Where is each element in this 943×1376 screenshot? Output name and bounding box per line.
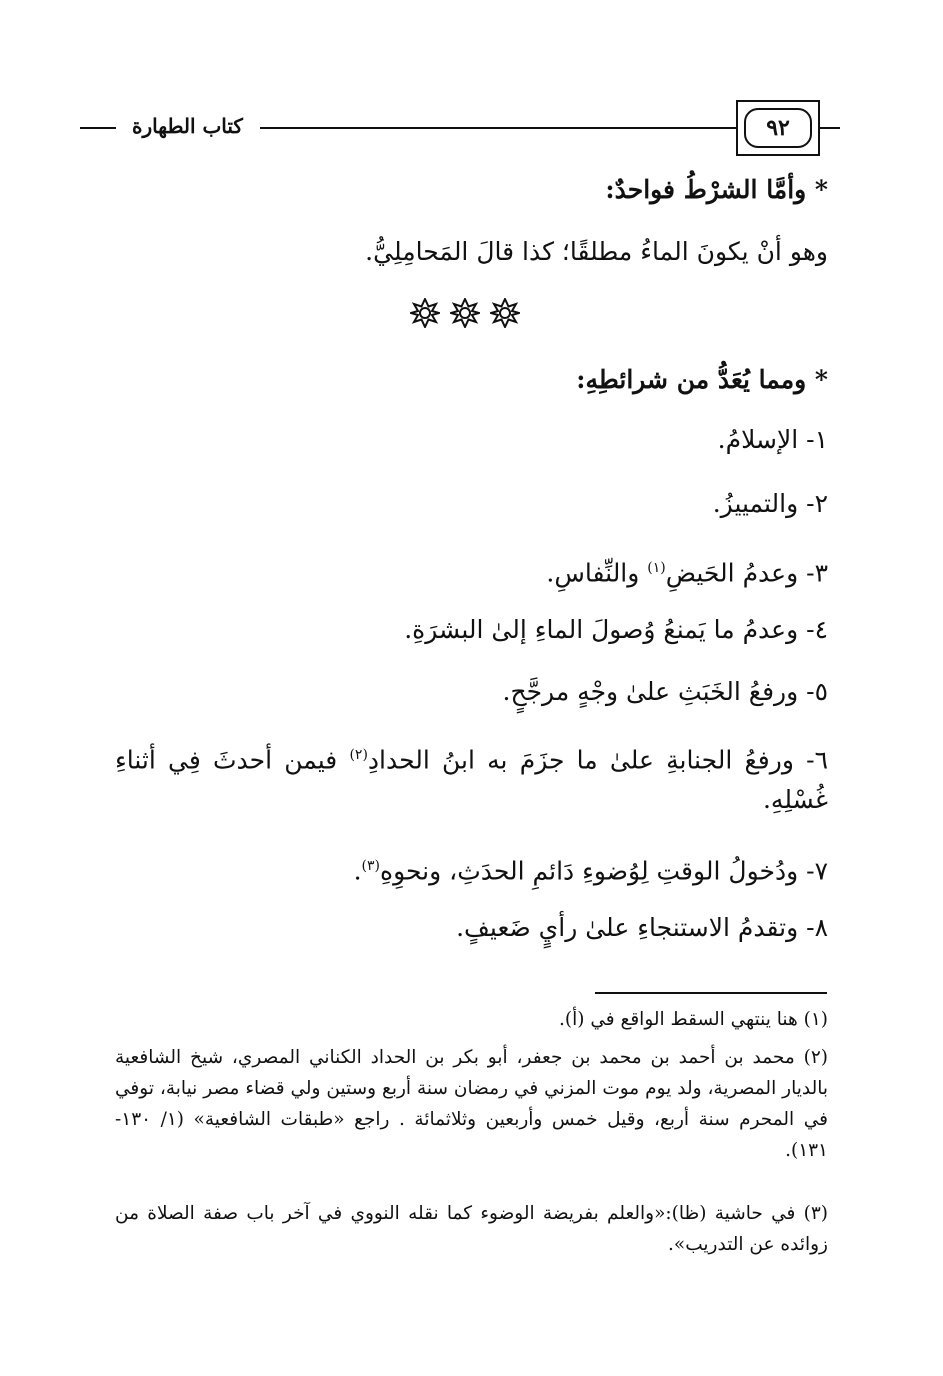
footnote: (٣) في حاشية (ظا):«والعلم بفريضة الوضوء كما نقله النووي في آخر باب صفة الصلاة من زوائده عن التدريب». (115, 1203, 828, 1255)
list-item-text: . (353, 856, 362, 886)
section-heading-condition: * وأمَّا الشرْطُ فواحدٌ: (605, 175, 828, 204)
running-title: كتاب الطهارة (128, 114, 247, 138)
list-item-text: فيمن أحدثَ فِي أثناءِ غُسْلِهِ. (115, 745, 828, 815)
list-item-text: والنِّفاسِ. (546, 558, 648, 588)
footnote: (٢) محمد بن أحمد بن محمد بن جعفر، أبو بكر بن الحداد الكناني المصري، شيخ الشافعية بالديار المصرية، ولد يوم موت المزني في رمضان سنة أربع وستين ولي قضاء مصر نيابة، توفي في المحرم سنة أربع، وقيل خمس وأربعين وثلاثمائة . راجع «طبقات الشافعية» (١/ ١٣٠- ١٣١). (115, 1047, 828, 1161)
ornament-star-icon (410, 298, 440, 328)
header-rule-left (80, 127, 116, 129)
footnote-ref: (٣) (361, 858, 380, 874)
footnote-separator (595, 992, 827, 994)
paragraph-condition: وهو أنْ يكونَ الماءُ مطلقًا؛ كذا قالَ المَحامِلِيُّ. (365, 237, 828, 266)
list-item: ١- الإسلامُ. (717, 425, 828, 454)
page-number: ٩٢ (744, 108, 812, 148)
page-number-frame (736, 100, 820, 156)
ornament-star-icon (490, 298, 520, 328)
list-item (546, 548, 828, 593)
footnote-ref: (١) (647, 560, 666, 576)
page-header (80, 100, 840, 160)
list-item-text: ٣- وعدمُ الحَيضِ (665, 558, 828, 588)
list-item (115, 735, 828, 820)
list-item: ٨- وتقدمُ الاستنجاءِ علىٰ رأيٍ ضَعيفٍ. (456, 913, 828, 942)
list-item-text: ٦- ورفعُ الجنابةِ علىٰ ما جزَمَ به ابنُ الحدادِ (367, 745, 828, 775)
footnote: (١) هنا ينتهي السقط الواقع في (أ). (559, 1009, 828, 1030)
list-item-text: ٧- ودُخولُ الوقتِ لِوُضوءِ دَائمِ الحدَثِ، ونحوِهِ (380, 856, 828, 886)
list-item: ٢- والتمييزُ. (712, 489, 828, 518)
ornament-divider (410, 298, 520, 332)
footnote-ref: (٢) (349, 747, 368, 763)
ornament-star-icon (450, 298, 480, 328)
section-heading-conditions-list: * ومما يُعَدُّ من شرائطِهِ: (576, 365, 828, 394)
list-item: ٤- وعدمُ ما يَمنعُ وُصولَ الماءِ إلىٰ البشرَةِ. (404, 615, 828, 644)
header-rule-right (820, 127, 840, 129)
list-item (354, 846, 828, 891)
list-item: ٥- ورفعُ الخَبَثِ علىٰ وجْهٍ مرجَّحٍ. (502, 677, 828, 706)
header-rule-middle (260, 127, 736, 129)
